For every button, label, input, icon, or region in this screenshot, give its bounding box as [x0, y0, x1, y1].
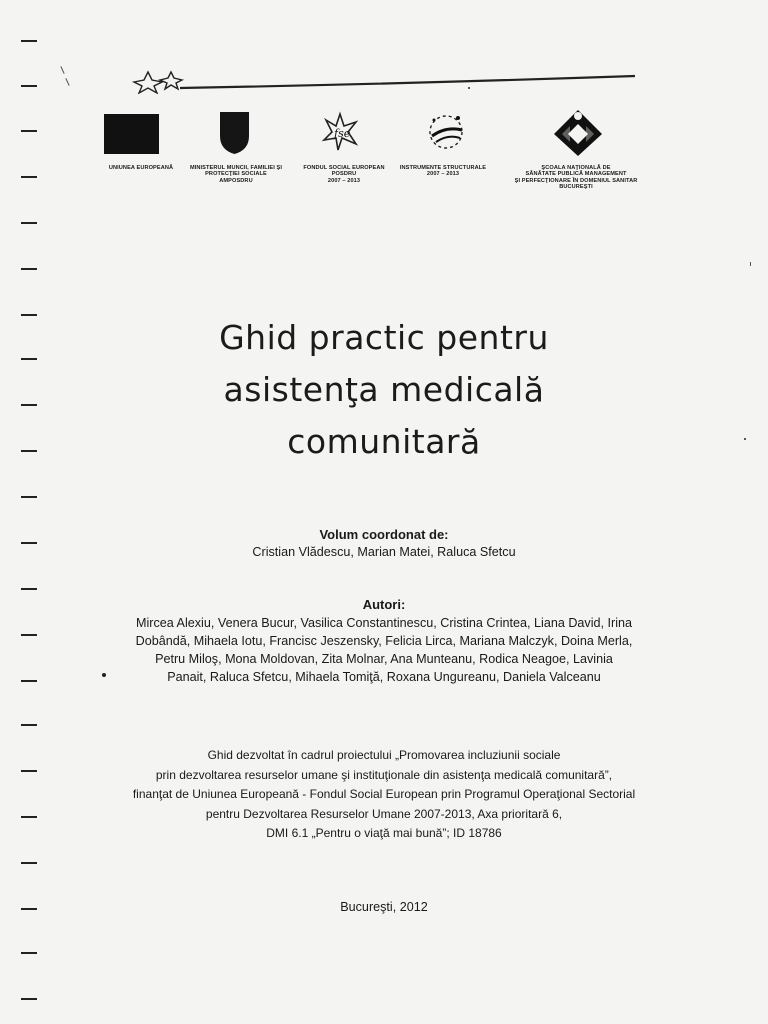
ministry-shield-icon [218, 110, 251, 155]
fse-logo-icon [320, 110, 360, 154]
authors-line: Dobândă, Mihaela Iotu, Francisc Jeszensky, Felicia Lirca, Mariana Malczyk, Doina Merla, [135, 634, 633, 648]
partner-label-fse: FONDUL SOCIAL EUROPEAN POSDRU 2007 – 2013 [303, 165, 385, 184]
project-line: Ghid dezvoltat în cadrul proiectului „Promovarea incluziunii sociale [207, 748, 561, 762]
snsp-logo-icon [550, 106, 606, 158]
svg-text:fse: fse [334, 127, 351, 140]
authors-line: Panait, Raluca Sfetcu, Mihaela Tomiţă, Roxana Ungureanu, Daniela Valceanu [167, 670, 601, 684]
title-line-2: asistenţa medicală [223, 370, 545, 409]
partner-label-ministry: MINISTERUL MUNCII, FAMILIEI ŞI PROTECŢIEI SOCIALE AMPOSDRU [189, 165, 283, 184]
banner-swoosh-line [180, 74, 635, 90]
coordinators-heading: Volum coordonat de: [319, 527, 449, 542]
title-line-3: comunitară [287, 422, 481, 461]
document-title [100, 312, 668, 468]
place-year: Bucureşti, 2012 [340, 900, 428, 914]
partner-label-snsp: ŞCOALA NAŢIONALĂ DE SĂNĂTATE PUBLICĂ MANAGEMENT ŞI PERFECŢIONARE ÎN DOMENIUL SANITAR BUCUREŞTI [514, 165, 638, 191]
project-line: pentru Dezvoltarea Resurselor Umane 2007-2013, Axa prioritară 6, [205, 806, 563, 821]
scan-speck [744, 438, 746, 440]
authors-list [0, 614, 768, 686]
project-line: DMI 6.1 „Pentru o viaţă mai bună”; ID 18786 [266, 826, 502, 840]
authors-block [0, 597, 768, 686]
project-line: prin dezvoltarea resurselor umane şi instituţionale din asistenţa medicală comunitară”, [155, 767, 613, 782]
scan-speck [65, 78, 69, 86]
eu-flag-icon [104, 114, 159, 154]
coordinators-names: Cristian Vlădescu, Marian Matei, Raluca Sfetcu [252, 545, 516, 559]
scan-speck [468, 87, 470, 89]
authors-heading: Autori: [362, 597, 406, 612]
coordinators-block [0, 527, 768, 561]
partner-label-eu: UNIUNEA EUROPEANĂ [108, 165, 174, 171]
title-line-1: Ghid practic pentru [219, 318, 549, 357]
scan-speck [750, 262, 751, 266]
instrumente-structurale-icon [422, 108, 470, 156]
authors-line: Mircea Alexiu, Venera Bucur, Vasilica Constantinescu, Cristina Crintea, Liana David, Irina [135, 616, 633, 630]
project-description [0, 746, 768, 844]
scan-speck [102, 673, 106, 677]
project-line: finanţat de Uniunea Europeană - Fondul Social European prin Programul Operaţional Sectorial [132, 787, 636, 801]
scan-speck [60, 66, 64, 74]
partner-label-instrumente: INSTRUMENTE STRUCTURALE 2007 – 2013 [399, 165, 487, 178]
authors-line: Petru Miloş, Mona Moldovan, Zita Molnar, Ana Munteanu, Rodica Neagoe, Lavinia [155, 652, 613, 666]
